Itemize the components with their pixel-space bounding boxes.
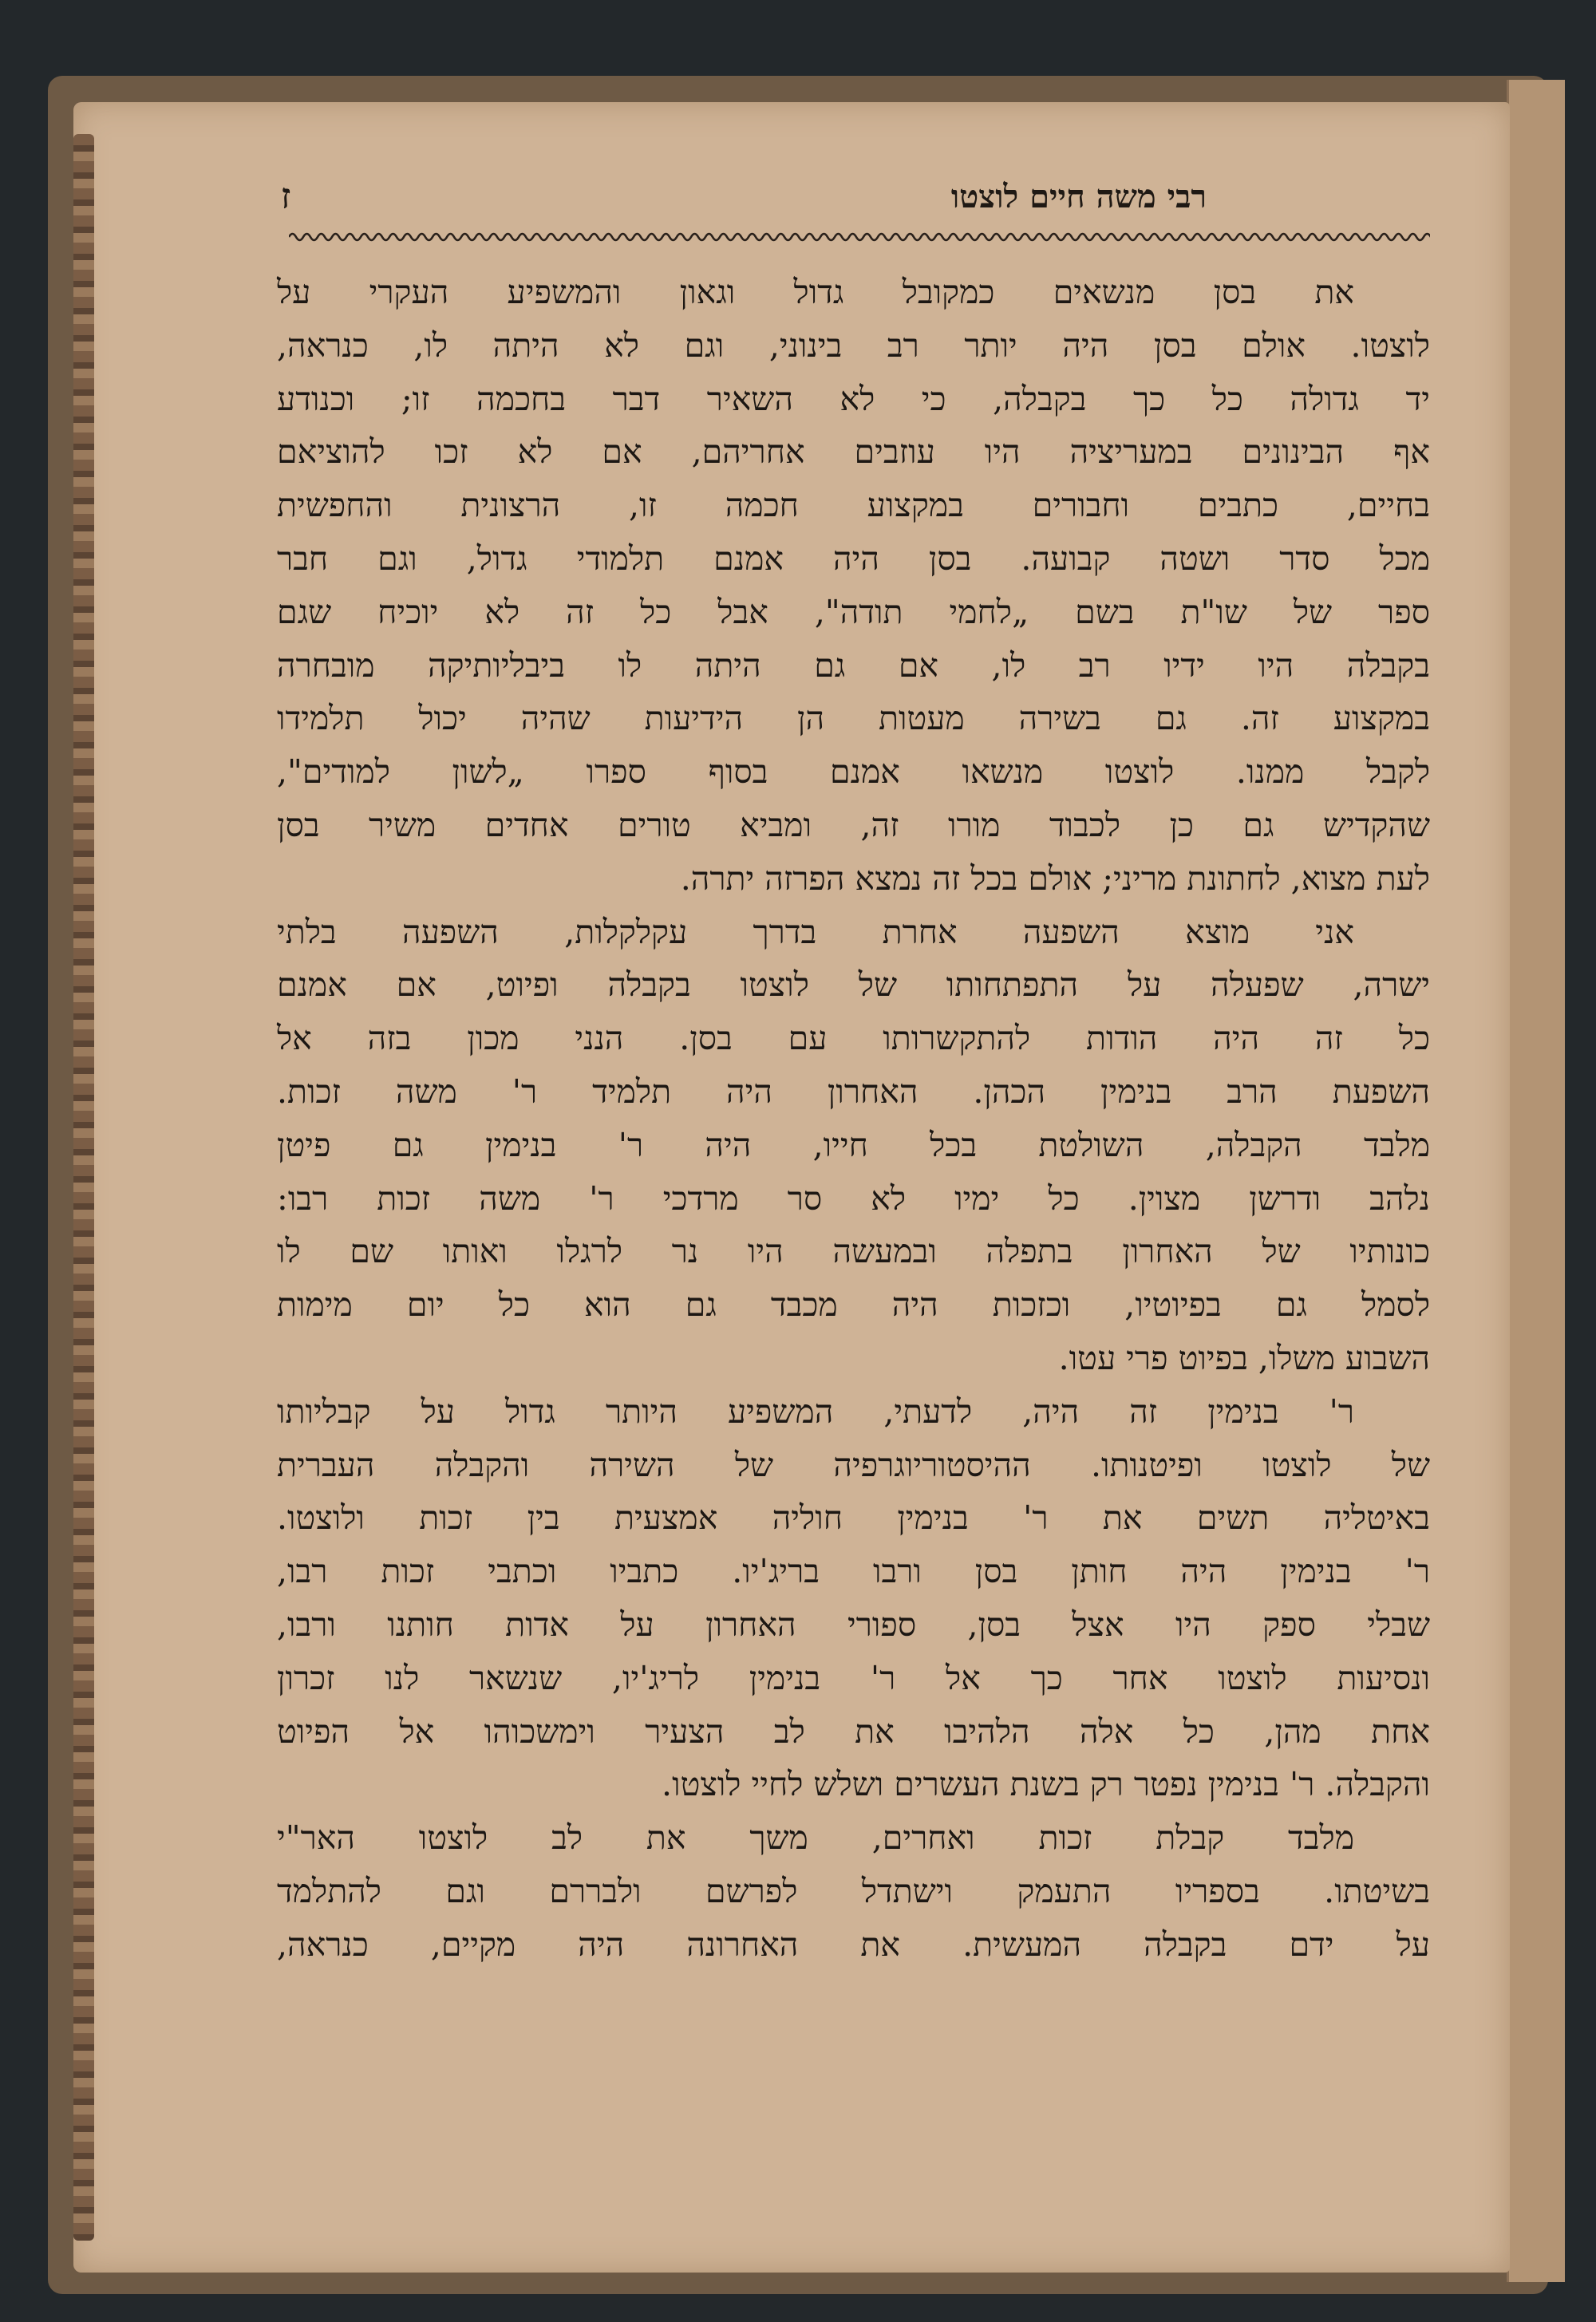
text-line: ספר של שו"ת בשם „לחמי תודה", אבל כל זה לא יוכיח שגם	[277, 592, 1430, 631]
text-line: לעת מצוא, לחתונת מריני; אולם בכל זה נמצא הפרזה יתרה.	[680, 859, 1430, 898]
page-header	[281, 178, 1430, 234]
text-line: כל זה היה הודות להתקשרותו עם בסן. הנני מכון בזה אל	[277, 1019, 1430, 1058]
text-line: לקבל ממנו. לוצטו מנשאו אמנם בסוף ספרו „לשון למודים",	[277, 752, 1430, 792]
adjacent-page-edge	[1507, 80, 1565, 2282]
text-line: שבלי ספק היו אצל בסן, ספורי האחרון על אדות חותנו ורבו,	[277, 1605, 1430, 1644]
text-line: על ידם בקבלה המעשית. את האחרונה היה מקיים, כנראה,	[277, 1925, 1430, 1964]
text-line: והקבלה. ר' בנימין נפטר רק בשנת העשרים ושלש לחיי לוצטו.	[662, 1765, 1430, 1804]
text-line: ר' בנימין היה חותן בסן ורבו בריג'יו. כתביו וכתבי זכות רבו,	[277, 1552, 1430, 1591]
text-line: ר' בנימין זה היה, לדעתי, המשפיע היותר גדול על קבליותו	[277, 1392, 1354, 1431]
book-spine	[73, 134, 94, 2241]
text-line: לוצטו. אולם בסן היה יותר רב בינוני, וגם לא היתה לו, כנראה,	[277, 326, 1430, 365]
text-line: בשיטתו. בספריו התעמק וישתדל לפרשם ולבררם וגם להתלמד	[277, 1871, 1430, 1910]
text-line: השפעת הרב בנימין הכהן. האחרון היה תלמיד ר' משה זכות.	[277, 1072, 1430, 1111]
text-line: ונסיעות לוצטו אחר כך אל ר' בנימין לריג'יו, שנשאר לנו זכרון	[277, 1658, 1430, 1697]
text-line: אף הבינונים במעריציה היו עוזבים אחריהם, אם לא זכו להוציאם	[277, 432, 1430, 472]
text-line: יד גדולה כל כך בקבלה, כי לא השאיר דבר בחכמה זו; וכנודע	[277, 379, 1430, 418]
text-line: כונותיו של האחרון בתפלה ובמעשה היו נר לרגלו ואותו שם לו	[277, 1232, 1430, 1271]
text-line: לסמל גם בפיוטיו, וכזכות היה מכבד גם הוא כל יום מימות	[277, 1285, 1430, 1325]
text-line: נלהב ודרשן מצוין. כל ימיו לא סר מרדכי ר' משה זכות רבו:	[277, 1179, 1430, 1218]
text-line: מלבד הקבלה, השולטת בכל חייו, היה ר' בנימין גם פיטן	[277, 1125, 1430, 1164]
text-line: מלבד קבלת זכות ואחרים, משך את לב לוצטו האר"י	[277, 1819, 1354, 1858]
book-page	[73, 102, 1510, 2273]
text-line: את בסן מנשאים כמקובל גדול וגאון והמשפיע העקרי על	[277, 273, 1354, 311]
text-line: אחת מהן, כל אלה הלהיבו את לב הצעיר וימשכוהו אל הפיוט	[277, 1712, 1430, 1751]
body-text	[277, 266, 1430, 1972]
text-line: שהקדיש גם כן לכבוד מורו זה, ומביא טורים אחדים משיר בסן	[277, 805, 1430, 844]
text-line: בקבלה היו ידיו רב לו, אם גם היתה לו ביבליותיקה מובחרה	[277, 646, 1430, 685]
text-line: השבוע משלו, בפיוט פרי עטו.	[1058, 1338, 1430, 1377]
text-line: ישרה, שפעלה על התפתחותו של לוצטו בקבלה ופיוט, אם אמנם	[277, 966, 1430, 1005]
text-line: בחיים, כתבים וחבורים במקצוע חכמה זו, הרצונית והחפשית	[277, 486, 1430, 525]
text-line: במקצוע זה. גם בשירה מעטות הן הידיעות שהיה יכול תלמידו	[277, 699, 1430, 738]
header-wavy-rule	[289, 228, 1430, 246]
text-line: מכל סדר ושטה קבועה. בסן היה אמנם תלמודי גדול, וגם חבר	[277, 539, 1430, 578]
text-line: של לוצטו ופיטנותו. ההיסטוריוגרפיה של השירה והקבלה העברית	[277, 1445, 1430, 1484]
page-number: ז	[281, 176, 291, 217]
text-line: באיטליה תשים את ר' בנימין חוליה אמצעית בין זכות ולוצטו.	[277, 1499, 1430, 1538]
text-line: אני מוצא השפעה אחרת בדרך עקלקלות, השפעה בלתי	[277, 912, 1354, 951]
running-title: רבי משה חיים לוצטו	[950, 178, 1207, 215]
